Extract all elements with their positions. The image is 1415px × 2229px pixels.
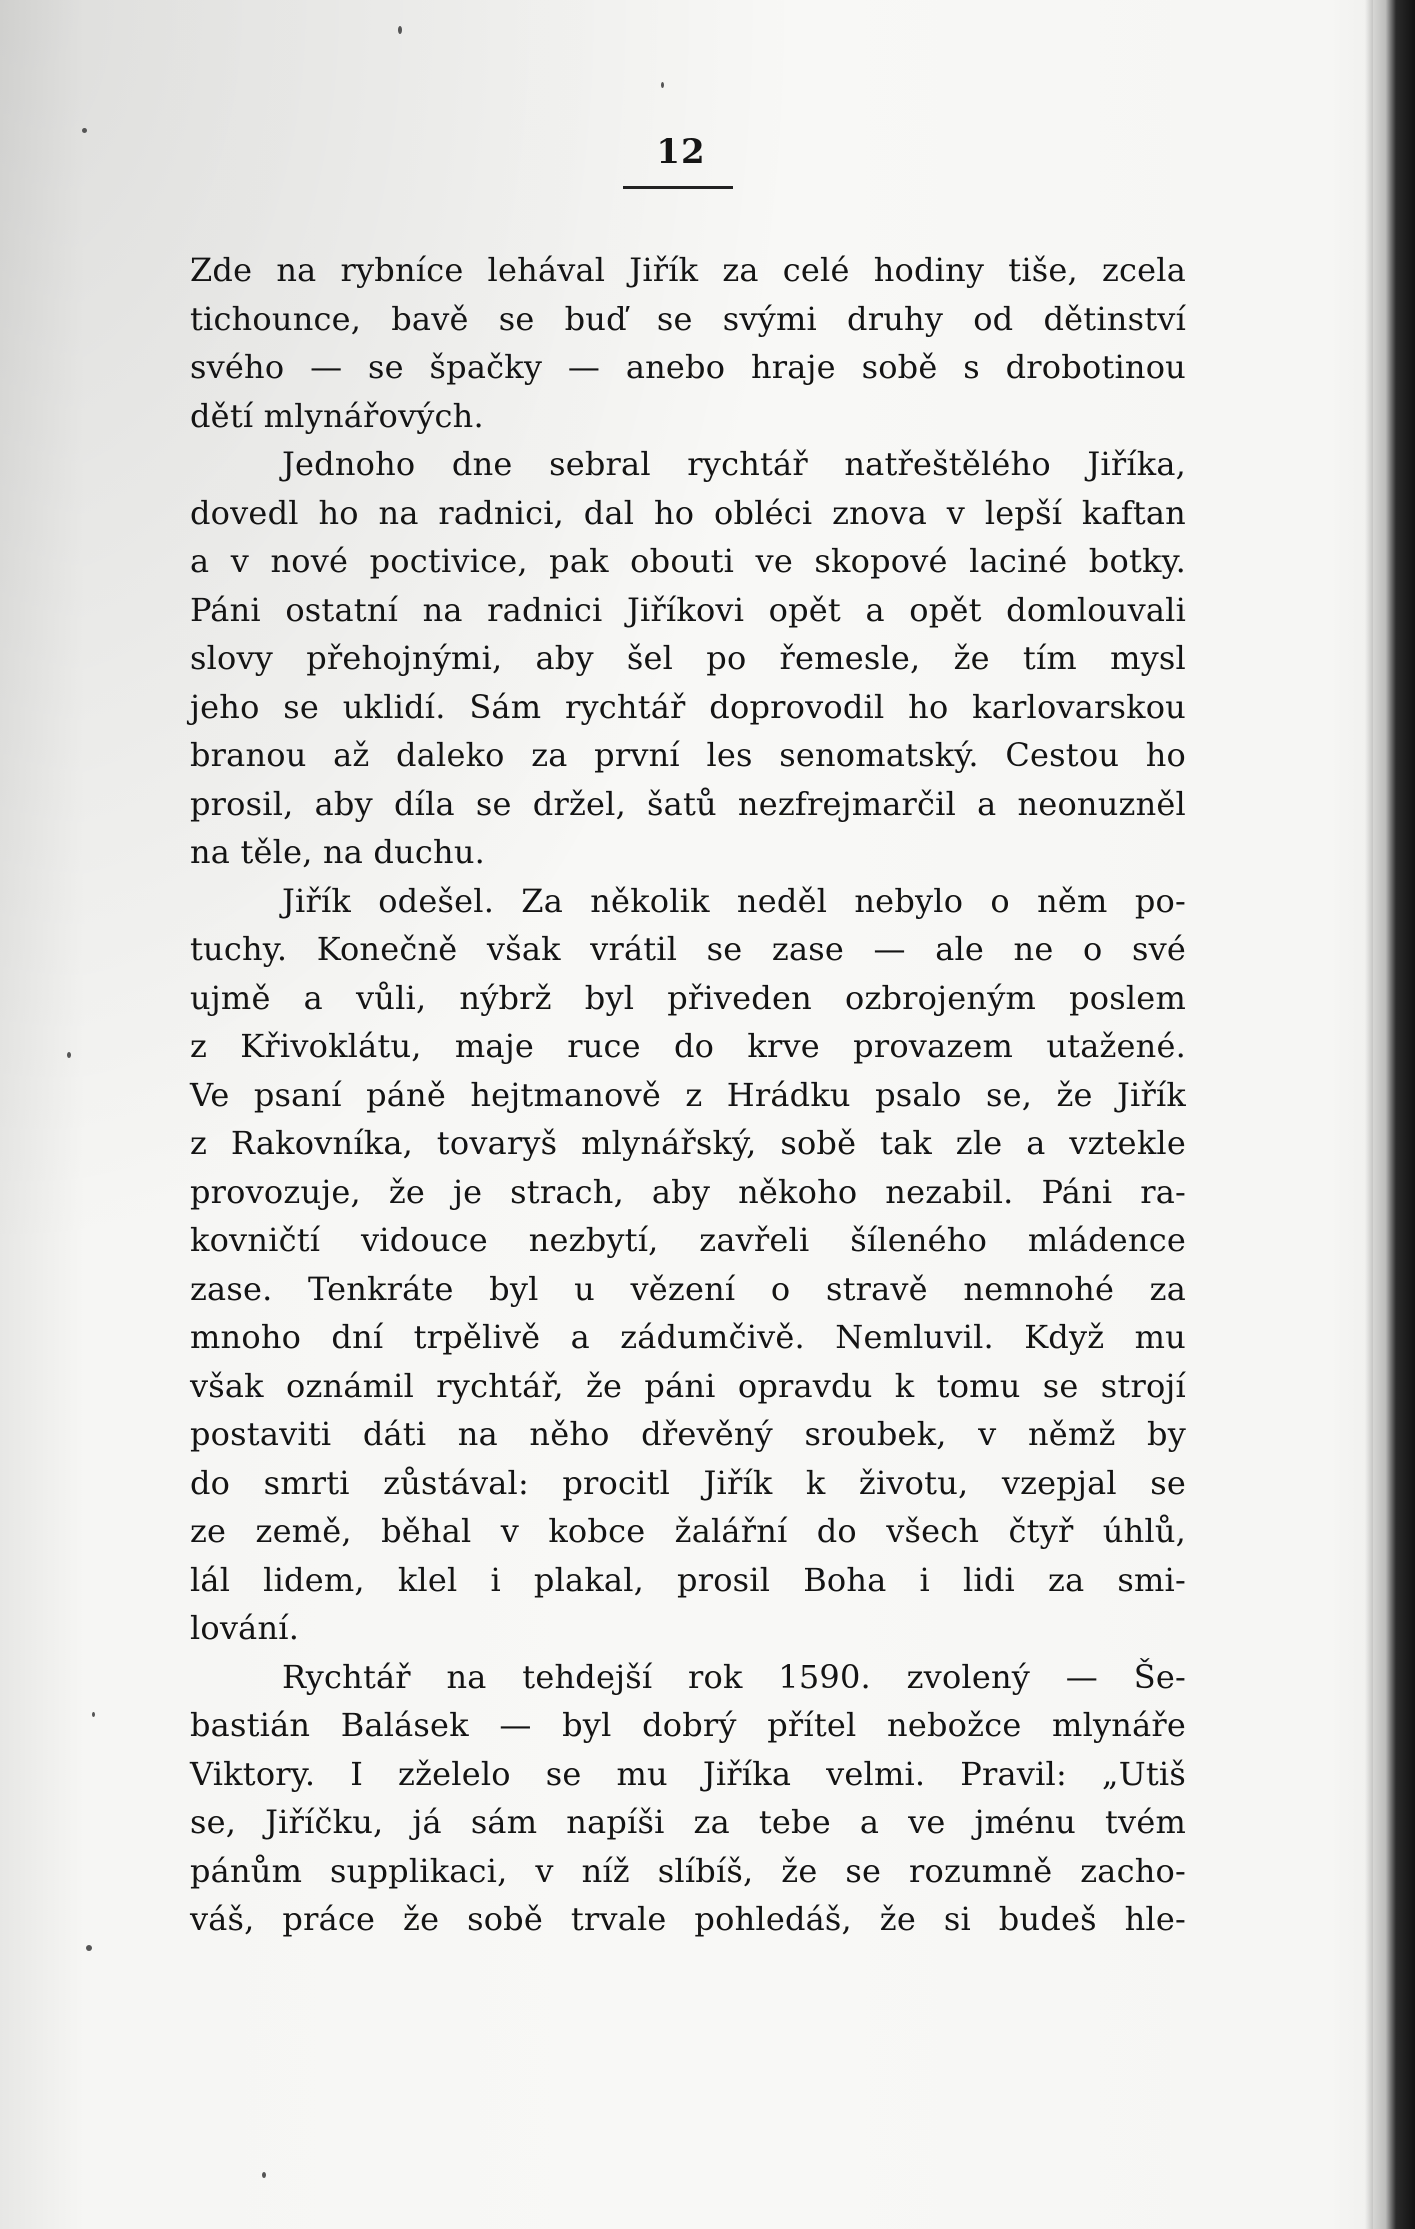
text-line: z Křivoklátu, maje ruce do krve provazem utažené. [190, 1027, 1186, 1065]
text-line: ze země, běhal v kobce žalářní do všech čtyř úhlů, [190, 1512, 1186, 1550]
paper-speck [398, 26, 402, 34]
text-line: branou až daleko za první les senomatský. Cestou ho [190, 736, 1186, 774]
text-line: Zde na rybníce lehával Jiřík za celé hodiny tiše, zcela [190, 251, 1186, 289]
text-line: postaviti dáti na něho dřevěný sroubek, v němž by [190, 1415, 1186, 1453]
text-line: pánům supplikaci, v níž slíbíš, že se rozumně zacho- [190, 1851, 1186, 1890]
text-line: Viktory. I zželelo se mu Jiříka velmi. Pravil: „Utiš [190, 1754, 1186, 1793]
text-line: ujmě a vůli, nýbrž byl přiveden ozbrojeným poslem [190, 978, 1186, 1017]
text-line: mnoho dní trpělivě a zádumčivě. Nemluvil. Když mu [190, 1318, 1186, 1356]
book-spine [1373, 0, 1415, 2229]
text-line: váš, práce že sobě trvale pohledáš, že si budeš hle- [190, 1900, 1186, 1938]
text-line: na těle, na duchu. [190, 833, 486, 871]
text-line: kovničtí vidouce nezbytí, zavřeli šíleného mládence [190, 1221, 1186, 1259]
text-line: dětí mlynářových. [190, 396, 484, 435]
text-line: lál lidem, klel i plakal, prosil Boha i lidi za smi- [190, 1560, 1186, 1599]
text-line: provozuje, že je strach, aby někoho nezabil. Páni ra- [190, 1172, 1186, 1211]
text-line: a v nové poctivice, pak obouti ve skopové laciné botky. [190, 542, 1186, 580]
page-gutter-shadow [1365, 0, 1373, 2229]
text-line: zase. Tenkráte byl u vězení o stravě nemnohé za [190, 1269, 1186, 1308]
page-number: 12 [656, 132, 706, 172]
text-line: lování. [190, 1609, 300, 1647]
text-line: Rychtář na tehdejší rok 1590. zvolený — Še- [282, 1657, 1186, 1696]
text-line: tichounce, bavě se buď se svými druhy od dětinství [190, 299, 1186, 338]
text-line: do smrti zůstával: procitl Jiřík k životu, vzepjal se [190, 1463, 1186, 1502]
paper-speck [67, 1052, 71, 1058]
text-line: bastián Balásek — byl dobrý přítel nebožce mlynáře [190, 1706, 1186, 1744]
text-line: Jednoho dne sebral rychtář natřeštělého Jiříka, [282, 445, 1186, 483]
text-line: se, Jiříčku, já sám napíši za tebe a ve jménu tvém [190, 1803, 1186, 1841]
text-line: však oznámil rychtář, že páni opravdu k tomu se strojí [190, 1366, 1186, 1405]
text-line: tuchy. Konečně však vrátil se zase — ale ne o své [190, 930, 1186, 968]
text-line: slovy přehojnými, aby šel po řemesle, že tím mysl [190, 639, 1186, 677]
text-line: Jiřík odešel. Za několik neděl nebylo o něm po- [282, 881, 1186, 920]
text-line: jeho se uklidí. Sám rychtář doprovodil ho karlovarskou [190, 687, 1186, 726]
page-number-rule [623, 186, 733, 189]
text-line: svého — se špačky — anebo hraje sobě s drobotinou [190, 348, 1186, 386]
paper-speck [262, 2172, 266, 2178]
text-line: dovedl ho na radnici, dal ho obléci znova v lepší kaftan [190, 493, 1186, 532]
paper-speck [86, 1945, 92, 1951]
paper-speck [92, 1712, 95, 1717]
body-text [190, 246, 1186, 1944]
text-line: prosil, aby díla se držel, šatů nezfrejmarčil a neonuzněl [190, 784, 1186, 823]
text-line: z Rakovníka, tovaryš mlynářský, sobě tak zle a vztekle [190, 1124, 1186, 1162]
paper-speck [661, 82, 664, 88]
text-line: Páni ostatní na radnici Jiříkovi opět a opět domlouvali [190, 590, 1186, 629]
text-line: Ve psaní páně hejtmanově z Hrádku psalo se, že Jiřík [190, 1075, 1186, 1114]
paper-speck [82, 128, 87, 133]
